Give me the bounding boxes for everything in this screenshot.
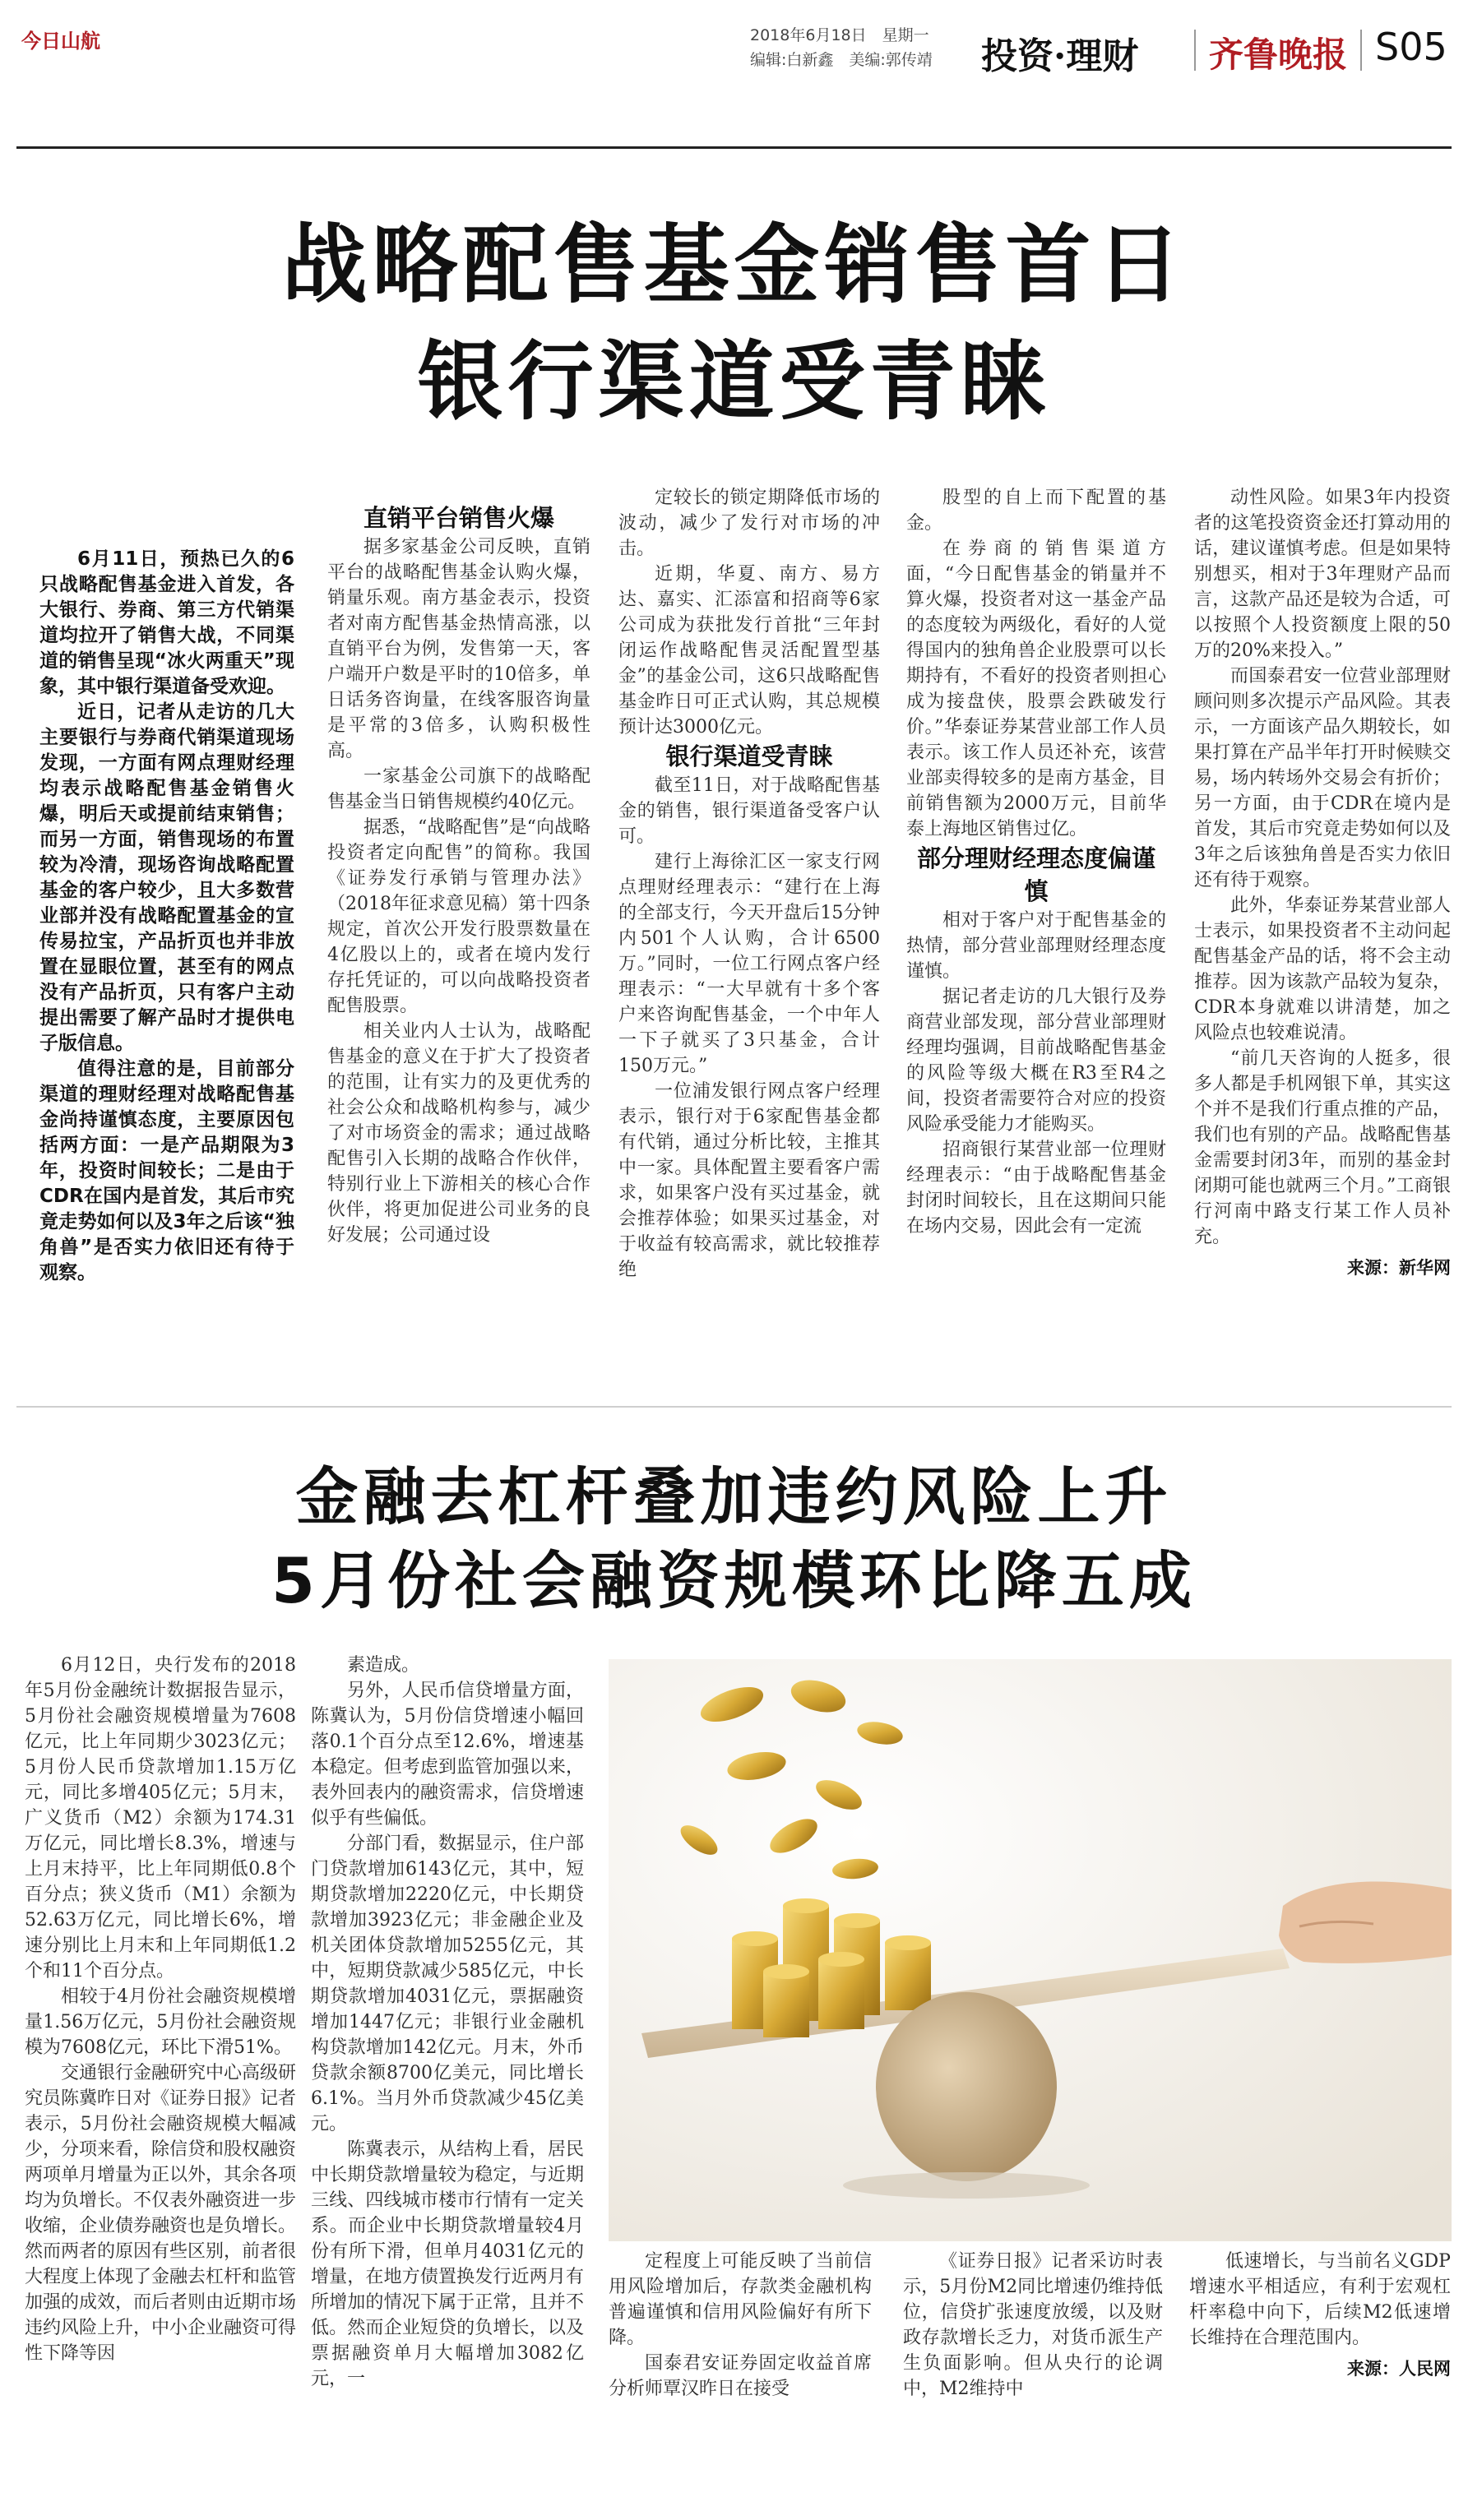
article1-column-3 <box>618 485 880 1357</box>
header-rule <box>16 146 1452 149</box>
article2-column-3 <box>609 2249 872 2495</box>
coins-seesaw-photo <box>609 1659 1452 2241</box>
paragraph: 6月12日，央行发布的2018年5月份金融统计数据报告显示，5月份社会融资规模增量为7608亿元，比上年同期少3023亿元；5月份人民币贷款增加1.15万亿元，同比多增405亿元；5月末，广义货币（M2）余额为174.31万亿元，同比增长8.3%，增速与上月末持平，比上年同期低0.8个百分点；狭义货币（M1）余额为52.63万亿元，同比增长6%，增速分别比上月末和上年同期低1.2个和11个百分点。 <box>25 1655 296 1981</box>
header-left-label: 今日山航 <box>21 30 100 53</box>
paragraph: 素造成。 <box>347 1655 420 1676</box>
paragraph: 定较长的锁定期降低市场的波动，减少了发行对市场的冲击。 <box>618 488 880 559</box>
article1-column-5 <box>1194 485 1451 1365</box>
paragraph: 据悉，“战略配售”是“向战略投资者定向配售”的简称。我国《证券发行承销与管理办法》（2018年征求意见稿）第十四条规定，首次公开发行股票数量在4亿股以上的，或者在境内发行存托凭证的，可以向战略投资者配售股票。 <box>327 817 590 1016</box>
article-separator <box>16 1406 1452 1408</box>
page-number: S05 <box>1375 25 1447 69</box>
paragraph: 股型的自上而下配置的基金。 <box>906 488 1166 534</box>
lead-paragraph: 值得注意的是，目前部分渠道的理财经理对战略配售基金尚持谨慎态度，主要原因包括两方面：一是产品期限为3年，投资时间较长；二是由于CDR在国内是首发，其后市究竟走势如何以及3年之后该“独角兽”是否实力依旧还有待于观察。 <box>39 1058 294 1283</box>
article1-title-line2: 银行渠道受青睐 <box>417 331 1051 432</box>
paragraph: 另外，人民币信贷增量方面，陈冀认为，5月份信贷增速小幅回落0.1个百分点至12.6%，增速基本稳定。但考虑到监管加强以来，表外回表内的融资需求，信贷增速似乎有些偏低。 <box>311 1681 584 1829</box>
article2-column-2 <box>311 1653 584 2491</box>
article2-title-line2: 5月份社会融资规模环比降五成 <box>271 1544 1197 1617</box>
paragraph: 定程度上可能反映了当前信用风险增加后，存款类金融机构普遍谨慎和信用风险偏好有所下降。 <box>609 2251 872 2348</box>
paragraph: 截至11日，对于战略配售基金的销售，银行渠道备受客户认可。 <box>618 775 880 847</box>
paragraph: 低速增长，与当前名义GDP增速水平相适应，有利于宏观杠杆率稳中向下，后续M2低速增长维持在合理范围内。 <box>1189 2251 1451 2348</box>
paragraph: 此外，华泰证券某营业部人士表示，如果投资者不主动问起配售基金产品的话，将不会主动推荐。因为该款产品较为复杂，CDR本身就难以讲清楚，加之风险点也较难说清。 <box>1194 895 1451 1043</box>
paragraph: 分部门看，数据显示，住户部门贷款增加6143亿元，其中，短期贷款增加2220亿元，中长期贷款增加3923亿元；非金融企业及机关团体贷款增加5255亿元，其中，短期贷款减少585亿元，中长期贷款增加4031亿元，票据融资增加1447亿元；非银行业金融机构贷款增加142亿元。月末，外币贷款余额8700亿美元，同比增长6.1%。当月外币贷款减少45亿美元。 <box>311 1833 584 2134</box>
paragraph: 据多家基金公司反映，直销平台的战略配售基金认购火爆，销量乐观。南方基金表示，投资者对南方配售基金热情高涨，以直销平台为例，发售第一天，客户端开户数是平时的10倍多，单日话务咨询量，在线客服咨询量是平常的3倍多，认购积极性高。 <box>327 537 590 761</box>
paragraph: 国泰君安证券固定收益首席分析师覃汉昨日在接受 <box>609 2353 872 2399</box>
date-line: 2018年6月18日 星期一 <box>750 26 929 44</box>
article1-source: 来源：新华网 <box>1347 1257 1451 1278</box>
section-title: 投资·理财 <box>981 35 1139 77</box>
paragraph: 《证券日报》记者采访时表示，5月份M2同比增速仍维持低位，信贷扩张速度放缓，以及财政存款增长乏力，对货币派生产生负面影响。但从央行的论调中，M2维持中 <box>903 2251 1163 2399</box>
article2-title-line1: 金融去杠杆叠加违约风险上升 <box>295 1460 1173 1533</box>
wooden-log-fulcrum <box>876 1992 1057 2181</box>
article1-column-2 <box>327 502 590 1357</box>
header-meta <box>750 23 933 72</box>
paragraph: 动性风险。如果3年内投资者的这笔投资资金还打算动用的话，建议谨慎考虑。但是如果特别想买，相对于3年理财产品而言，这款产品还是较为合适，可以按照个人投资额度上限的50万的20%来投入。” <box>1194 488 1451 661</box>
header-divider <box>1194 30 1196 71</box>
paragraph: 招商银行某营业部一位理财经理表示：“由于战略配售基金封闭时间较长，且在这期间只能在场内交易，因此会有一定流 <box>906 1140 1166 1237</box>
coins-seesaw-illustration <box>609 1659 1452 2241</box>
paragraph: 而国泰君安一位营业部理财顾问则多次提示产品风险。其表示，一方面该产品久期较长，如果打算在产品半年打开时候赎交易，场内转场外交易会有折价；另一方面，由于CDR在境内是首发，其后市究竟走势如何以及3年之后该独角兽是否实力依旧还有待于观察。 <box>1194 666 1451 890</box>
header-divider <box>1360 30 1362 71</box>
paragraph: 相较于4月份社会融资规模增量1.56万亿元，5月份社会融资规模为7608亿元，环比下滑51%。 <box>25 1986 296 2058</box>
paragraph: 相对于客户对于配售基金的热情，部分营业部理财经理态度谨慎。 <box>906 910 1166 982</box>
paragraph: 一位浦发银行网点客户经理表示，银行对于6家配售基金都有代销，通过分析比较，主推其中一家。具体配置主要看客户需求，如果客户没有买过基金，就会推荐体验；如果买过基金，对于收益有较高需求，就比较推荐绝 <box>618 1081 880 1280</box>
lead-paragraph: 6月11日，预热已久的6只战略配售基金进入首发，各大银行、券商、第三方代销渠道均拉开了销售大战，不同渠道的销售呈现“冰火两重天”现象，其中银行渠道备受欢迎。 <box>39 548 294 697</box>
article2-source: 来源：人民网 <box>1347 2358 1451 2379</box>
paragraph: 相关业内人士认为，战略配售基金的意义在于扩大了投资者的范围，让有实力的及更优秀的社会公众和战略机构参与，减少了对市场资金的需求；通过战略配售引入长期的战略合作伙伴，特别行业上下游相关的核心合作伙伴，将更加促进公司业务的良好发展；公司通过设 <box>327 1021 590 1246</box>
paragraph: 建行上海徐汇区一家支行网点理财经理表示：“建行在上海的全部支行，今天开盘后15分钟内501个人认购，合计6500万。”同时，一位工行网点客户经理表示：“一大早就有十多个客户来咨询配售基金，一个中年人一下子就买了3只基金，合计150万元。” <box>618 852 880 1076</box>
paragraph: 交通银行金融研究中心高级研究员陈冀昨日对《证券日报》记者表示，5月份社会融资规模大幅减少，分项来看，除信贷和股权融资两项单月增量为正以外，其余各项均为负增长。不仅表外融资进一步收缩，企业债券融资也是负增长。然而两者的原因有些区别，前者很大程度上体现了金融去杠杆和监管加强的成效，而后者则由近期市场违约风险上升，中小企业融资可得性下降等因 <box>25 2063 296 2364</box>
paragraph: 一家基金公司旗下的战略配售基金当日销售规模约40亿元。 <box>327 766 590 812</box>
paragraph: “前几天咨询的人挺多，很多人都是手机网银下单，其实这个并不是我们行重点推的产品，我们也有别的产品。战略配售基金需要封闭3年，而别的基金封闭期可能也就两三个月。”工商银行河南中路支行某工作人员补充。 <box>1194 1048 1451 1247</box>
article1-lead-column <box>39 547 294 1303</box>
paragraph: 据记者走访的几大银行及券商营业部发现，部分营业部理财经理均强调，目前战略配售基金的风险等级大概在R3至R4之间，投资者需要符合对应的投资风险承受能力才能购买。 <box>906 987 1166 1135</box>
article2-column-1 <box>25 1653 296 2491</box>
subheading-cautious-managers: 部分理财经理态度偏谨慎 <box>916 844 1155 905</box>
article2-column-5 <box>1189 2249 1451 2504</box>
paragraph: 陈冀表示，从结构上看，居民中长期贷款增量较为稳定，与近期三线、四线城市楼市行情有一定关系。而企业中长期贷款增量较4月份有所下滑，但单月4031亿元的增量，在地方债置换发行近两月有所增加的情况下属于正常，且并不低。然而企业短贷的负增长，以及票据融资单月大幅增加3082亿元，一 <box>311 2139 584 2389</box>
article1-column-4 <box>906 485 1166 1357</box>
subheading-direct-sales: 直销平台销售火爆 <box>363 504 554 532</box>
lead-paragraph: 近日，记者从走访的几大主要银行与券商代销渠道现场发现，一方面有网点理财经理均表示战略配售基金销售火爆，明后天或提前结束销售；而另一方面，销售现场的布置较为冷清，现场咨询战略配置基金的客户较少，且大多数营业部并没有战略配置基金的宣传易拉宝，产品折页也并非放置在显眼位置，甚至有的网点没有产品折页，只有客户主动提出需要了解产品时才提供电子版信息。 <box>39 701 294 1054</box>
article2-column-4 <box>903 2249 1163 2495</box>
subheading-bank-channel: 银行渠道受青睐 <box>665 742 833 770</box>
article1-title-line1: 战略配售基金销售首日 <box>281 215 1187 315</box>
paragraph: 在券商的销售渠道方面，“今日配售基金的销量并不算火爆，投资者对这一基金产品的态度较为两级化，看好的人觉得国内的独角兽企业股票可以长期持有，不看好的投资者则担心成为接盘侠，股票会跌破发行价。”华泰证券某营业部工作人员表示。该工作人员还补充，该营业部卖得较多的是南方基金，目前销售额为2000万元，目前华泰上海地区销售过亿。 <box>906 539 1166 839</box>
editors-line: 编辑:白新鑫 美编:郭传靖 <box>750 51 933 69</box>
newspaper-brand: 齐鲁晚报 <box>1209 35 1348 75</box>
paragraph: 近期，华夏、南方、易方达、嘉实、汇添富和招商等6家公司成为获批发行首批“三年封闭运作战略配售灵活配置型基金”的基金公司，这6只战略配售基金昨日可正式认购，其总规模预计达3000亿元。 <box>618 564 880 738</box>
